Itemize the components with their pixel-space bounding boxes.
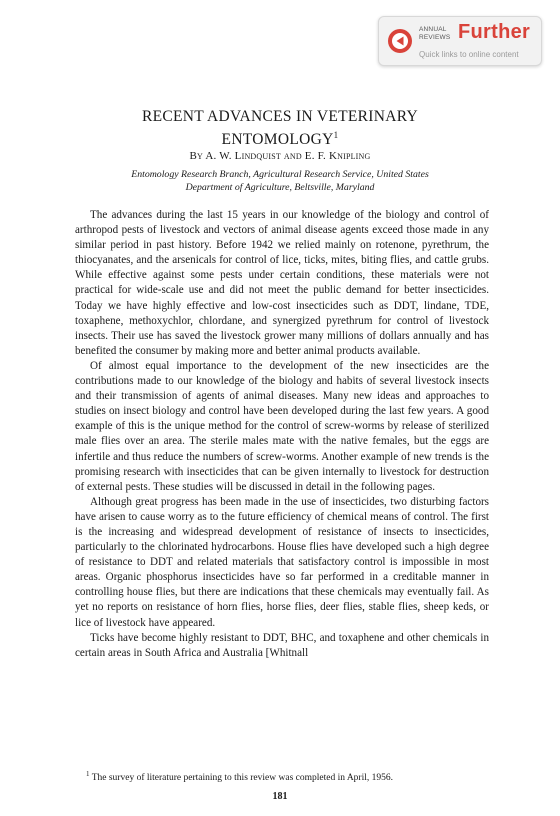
title-footnote-mark: 1	[333, 130, 339, 140]
page-number: 181	[272, 791, 288, 802]
footnote-text: The survey of literature pertaining to this review was completed in April, 1956.	[91, 773, 394, 784]
affiliation	[0, 168, 560, 194]
title-line-1: RECENT ADVANCES IN VETERINARY	[141, 108, 419, 125]
paragraph: The advances during the last 15 years in our knowledge of the biology and control of arthropod pests of livestock and vectors of animal disease agents exceed those made in any similar period in past history. Before 1942 we relied mainly on rotenone, pyrethrum, the thiocyanates, and the arsenicals for control of lice, ticks, mites, biting flies, and cattle grubs. While effective against some pests under certain conditions, these materials were not practical for wide-scale use and did not meet the public demand for better insecticides. Today we have highly effective and low-cost insecticides such as DDT, lindane, TDE, toxaphene, methoxychlor, chlordane, and synergized pyrethrum for control of livestock insects. Their use has saved the livestock grower many millions of dollars annually and has benefited the consumer by making more and better animal products available.	[75, 209, 489, 357]
further-label: Further	[458, 21, 531, 43]
affiliation-line-2: Department of Agriculture, Beltsville, Maryland	[185, 182, 375, 193]
quick-links-subtitle: Quick links to online content	[419, 50, 519, 59]
article-body	[75, 208, 489, 661]
play-circle-icon	[387, 28, 413, 54]
annual-reviews-further-badge[interactable]	[378, 16, 542, 66]
annual-reviews-logo-text: ANNUAL REVIEWS	[419, 26, 451, 41]
footnote-mark: 1	[86, 770, 90, 778]
paragraph: Of almost equal importance to the development of the new insecticides are the contributions made to our knowledge of the biology and habits of several livestock insects and their transmission of agents of animal diseases. Many new ideas and approaches to studies on insect biology and control have been developed during the last few years. A good example of this is the unique method for the control of screw-worms by release of sterilized male flies over an area. The sterile males mate with the native females, but the eggs are infertile and thus reduce the numbers of screw-worms. Another example of new trends is the promising research with insecticides that can be given internally to livestock for destruction of external pests. These studies will be discussed in detail in the following pages.	[75, 359, 489, 493]
paragraph: Ticks have become highly resistant to DDT, BHC, and toxaphene and other chemicals in certain areas in South Africa and Australia [Whitnall	[75, 631, 489, 659]
article-title	[0, 107, 560, 149]
affiliation-line-1: Entomology Research Branch, Agricultural Research Service, United States	[131, 169, 429, 180]
paragraph: Although great progress has been made in the use of insecticides, two disturbing factors have arisen to cause worry as to the future efficiency of chemical means of control. The first is the increasing and widespread development of resistance of insects to insecticides, particularly to the chlorinated hydrocarbons. House flies have developed such a high degree of resistance to DDT and related materials that satisfactory control is impossible in most areas. Organic phosphorus insecticides have so far performed in a creditable manner in controlling house flies, but there are indications that these chemicals may eventually fail. As yet no reports on resistance of horn flies, horse flies, deer flies, stable flies, sheep keds, or lice of livestock have appeared.	[75, 495, 489, 629]
author-line: By A. W. Lindquist and E. F. Knipling	[189, 150, 371, 162]
title-line-2: ENTOMOLOGY	[221, 131, 334, 149]
footnote	[86, 768, 490, 784]
